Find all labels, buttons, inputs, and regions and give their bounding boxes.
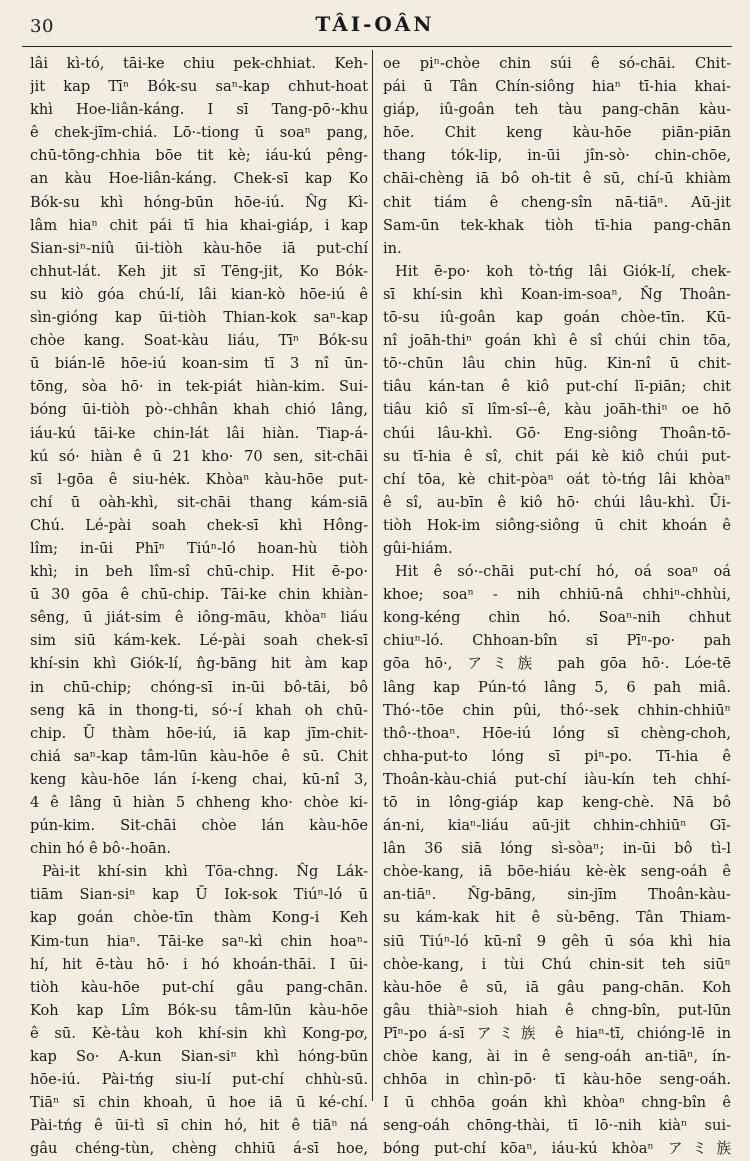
text-line: lân 36 siā lóng sì-sòaⁿ; in-ūi bô tì-l xyxy=(383,840,731,858)
text-line: an-tiāⁿ. N̂g-bāng, sin-jīm Thoân-kàu- xyxy=(383,886,731,904)
text-line: sìn-gióng kap ūi-tiòh Thian-kok saⁿ-kap xyxy=(30,309,368,327)
text-line: gâu thiàⁿ-sioh hiah ê chng-bîn, put-lūn xyxy=(383,1001,731,1019)
text-line: chiuⁿ-ló. Chhoan-bîn sī Pīⁿ-po· pah xyxy=(383,632,731,650)
text-line: Sian-siⁿ-niû ūi-tiòh kàu-hōe iā put-chí xyxy=(30,239,368,257)
text-line: nî joāh-thiⁿ goán khì ê sî chúi chin tōa, xyxy=(383,332,731,350)
text-line: Bók-su khì hóng-būn hōe-iú. N̂g Kì- xyxy=(30,193,368,211)
text-line: chū-tōng-chhia bōe tit kè; iáu-kú pêng- xyxy=(30,147,368,165)
page-header xyxy=(0,0,750,50)
text-line: in. xyxy=(383,239,402,257)
text-line: keng kàu-hōe lán í-keng chai, kū-nî 3, xyxy=(30,770,368,788)
text-line: Kim-tun hiaⁿ. Tāi-ke saⁿ-kì chin hoaⁿ- xyxy=(30,932,368,950)
text-line: khì Hoe-liân-káng. I sī Tang-pō·-khu xyxy=(30,101,368,119)
text-line: tō in lông-giáp kap keng-chè. Nā bô xyxy=(383,794,731,811)
text-line: tō-su iû-goân kap goán chòe-tīn. Kū- xyxy=(383,309,731,327)
text-line: tiām Sian-siⁿ kap Ū Iok-sok Tiúⁿ-ló ū xyxy=(30,886,368,904)
text-line: kap goán chòe-tīn thàm Kong-i Keh xyxy=(30,909,368,927)
text-line: chòe kang, ài in ê seng-oáh an-tiāⁿ, ín- xyxy=(383,1048,731,1066)
text-line: thang tók-lip, in-ūi jîn-sò· chin-chōe, xyxy=(383,147,731,165)
text-line: chòe-kang, iā bōe-hiáu kè-èk seng-oáh ê xyxy=(383,863,731,881)
text-line: ū bián-lē hōe-iú koan-sim tī 3 nî ūn- xyxy=(30,355,368,373)
page-number: 30 xyxy=(30,16,54,37)
text-line: bóng put-chí kōaⁿ, iáu-kú khòaⁿ アミ族 xyxy=(383,1140,731,1158)
text-line: Pài-it khí-sin khì Tōa-chng. N̂g Lák- xyxy=(42,863,368,881)
text-line: tōng, sòa hō· in tek-piát hiàn-kim. Sui- xyxy=(30,378,368,396)
left-column xyxy=(30,52,368,1161)
text-line: lâng kap Pún-tó lâng 5, 6 pah miâ. xyxy=(383,678,731,696)
text-line: su tī-hia ê sî, chit pái kè kiô chúi put- xyxy=(383,447,731,465)
text-line: lîm; in-ūi Phīⁿ Tiúⁿ-ló hoan-hù tiòh xyxy=(30,539,368,557)
text-line: in chū-chip; chóng-sī in-ūi bô-tāi, bô xyxy=(30,678,368,696)
text-line: khì; in beh lîm-sî chū-chip. Hit ē-po· xyxy=(30,563,368,581)
text-line: an kàu Hoe-liân-káng. Chek-sī kap Ko xyxy=(30,170,368,188)
text-line: siū Tiúⁿ-ló kū-nî 9 gêh ū sóa khì hia xyxy=(383,932,731,950)
text-line: Chú. Lé-pài soah chek-sī khì Hông- xyxy=(30,516,368,534)
column-divider xyxy=(372,50,373,1101)
text-line: ū 30 gōa ê chū-chip. Tāi-ke chin khiàn- xyxy=(30,586,368,604)
text-line: I ū chhōa goán khì khòaⁿ chng-bîn ê xyxy=(383,1094,731,1112)
text-line: sim siū kám-kek. Lé-pài soah chek-sī xyxy=(30,632,368,650)
text-line: chí tōa, kè chit-pòaⁿ oát tò-tńg lâi khòaⁿ xyxy=(383,470,731,488)
text-line: Sam-ūn tek-khak tiòh tī-hia pang-chān xyxy=(383,216,731,234)
running-title: TÂI-OÂN xyxy=(315,12,435,36)
text-line: Thoân-kàu-chiá put-chí iàu-kín teh chhí- xyxy=(383,770,731,788)
text-line: bóng ūi-tiòh pò·-chhân khah chió lâng, xyxy=(30,401,368,419)
text-line: lâm hiaⁿ chit pái tī hia khai-giáp, i kap xyxy=(30,216,368,234)
text-line: chin hó ê bô·-hoān. xyxy=(30,840,171,858)
text-line: pái ū Tân Chín-siông hiaⁿ tī-hia khai- xyxy=(383,78,731,96)
text-line: sêng, ū jiát-sim ê iông-māu, khòaⁿ liáu xyxy=(30,609,368,627)
text-line: ê chek-jīm-chiá. Lō·-tiong ū soaⁿ pang, xyxy=(30,124,368,142)
text-line: kong-kéng chin hó. Soaⁿ-nih chhut xyxy=(383,609,731,627)
text-line: sī khí-sin khì Koan-im-soaⁿ, N̂g Thoân- xyxy=(383,285,731,303)
text-line: oe piⁿ-chòe chin súi ê só-chāi. Chit- xyxy=(383,55,731,72)
text-line: ê sî, au-bīn ê kiô hō· chúi lâu-khì. Ūi- xyxy=(383,493,731,511)
text-line: gâu chéng-tùn, chèng chhiū á-sī hoe, xyxy=(30,1140,368,1158)
text-line: thô·-thoaⁿ. Hōe-iú lóng sī chèng-choh, xyxy=(383,724,731,742)
text-line: chip. Ū thàm hōe-iú, iā kap jīm-chit- xyxy=(30,724,368,742)
text-line: khoe; soaⁿ - nih chhiū-nâ chhiⁿ-chhùi, xyxy=(383,586,731,604)
text-line: seng-oáh chōng-thài, tī lō·-nih kiàⁿ sui- xyxy=(383,1117,731,1135)
text-line: Tiāⁿ sī chin khoah, ū hoe iā ū ké-chí. xyxy=(30,1094,368,1112)
text-line: Hit ê só·-chāi put-chí hó, oá soaⁿ oá xyxy=(395,563,731,581)
text-line: chiá saⁿ-kap tâm-lūn kàu-hōe ê sū. Chit xyxy=(30,747,368,765)
text-line: chhut-lát. Keh jit sī Tēng-jit, Ko Bók- xyxy=(30,262,368,280)
text-line: Hit ē-po· koh tò-tńg lâi Giók-lí, chek- xyxy=(395,262,731,280)
text-line: giáp, iû-goân teh tàu pang-chān kàu- xyxy=(383,101,731,119)
text-line: kú só· hiàn ê ū 21 kho· 70 sen, sit-chāi xyxy=(30,447,368,465)
text-line: chit tiám ê cheng-sîn nā-tiāⁿ. Aū-jit xyxy=(383,193,731,211)
text-line: hōe. Chit keng kàu-hōe piān-piān xyxy=(383,124,731,142)
text-line: iáu-kú tāi-ke chin-lát lâi hiàn. Tiap-á- xyxy=(30,424,368,442)
text-line: Pīⁿ-po á-sī アミ族 ê hiaⁿ-tī, chióng-lē in xyxy=(383,1024,731,1042)
text-line: ê sū. Kè-tàu koh khí-sin khì Kong-pơ, xyxy=(30,1024,368,1042)
text-line: khí-sin khì Giók-lí, n̂g-bāng hit àm kap xyxy=(30,655,368,673)
text-line: sī l-gōa ê siu-hėk. Khòaⁿ kàu-hōe put- xyxy=(30,470,368,488)
text-line: chòe-kang, i tùi Chú chin-sit teh siūⁿ xyxy=(383,955,731,973)
text-line: tiâu kiô sī lîm-sî--ê, kàu joāh-thiⁿ oe hō xyxy=(383,401,731,419)
text-line: hí, hit ē-tàu hō· i hó khoán-thāi. I ūi- xyxy=(30,955,368,973)
text-line: su kám-kak hit ê sù-bēng. Tân Thiam- xyxy=(383,909,731,927)
text-line: tiâu kán-tan ê kiô put-chí lī-piān; chit xyxy=(383,378,731,396)
text-line: tiòh Hok-im siông-siông ū chit khoán ê xyxy=(383,516,731,534)
text-line: seng kā in thong-ti, só·-í khah oh chū- xyxy=(30,701,368,719)
text-line: Koh kap Lîm Bók-su tâm-lūn kàu-hōe xyxy=(30,1001,368,1019)
text-line: chí ū oàh-khì, sit-chāi thang kám-siā xyxy=(30,493,368,511)
text-line: kap So· A-kun Sian-siⁿ khì hóng-būn xyxy=(30,1048,368,1066)
text-line: gûi-hiám. xyxy=(383,539,453,557)
text-line: hōe-iú. Pài-tńg siu-lí put-chí chhù-sū. xyxy=(30,1071,368,1089)
header-rule xyxy=(22,46,732,47)
text-line: lâi kì-tó, tāi-ke chiu pek-chhiat. Keh- xyxy=(30,55,368,72)
text-line: gōa hō·, アミ族 pah gōa hō·. Lóe-tē xyxy=(383,655,731,673)
text-line: chhōa in chìn-pō· tī kàu-hōe seng-oáh. xyxy=(383,1071,731,1089)
text-line: Thó·-tōe chin pûi, thó·-sek chhin-chhiūⁿ xyxy=(383,701,731,719)
text-line: su kiò góa chú-lí, lâi kian-kò hōe-iú ê xyxy=(30,285,368,303)
text-line: án-ni, kiaⁿ-liáu aū-jit chhin-chhiūⁿ Gī- xyxy=(383,817,731,835)
text-line: kàu-hōe ê sū, iā gâu pang-chān. Koh xyxy=(383,978,731,996)
right-column xyxy=(383,52,731,1161)
text-line: Pài-tńg ê ūi-tì sī chin hó, hit ê tiāⁿ ná xyxy=(30,1117,368,1135)
text-line: chāi-chèng iā bô oh-tit ê sū, chí-ū khiàm xyxy=(383,170,731,188)
text-line: chòe kang. Soat-kàu liáu, Tīⁿ Bók-su xyxy=(30,332,368,350)
text-line: pún-kim. Sit-chāi chòe lán kàu-hōe xyxy=(30,817,368,835)
text-line: chha-put-to lóng sī piⁿ-po. Tī-hia ê xyxy=(383,747,731,765)
text-line: tiòh kàu-hōe put-chí gâu pang-chān. xyxy=(30,978,368,996)
text-line: chúi lâu-khì. Gō· Eng-siông Thoân-tō- xyxy=(383,424,731,442)
text-line: tō·-chūn lâu chin hūg. Kin-nî ū chit- xyxy=(383,355,731,373)
text-line: 4 ê lâng ū hiàn 5 chheng kho· chòe ki- xyxy=(30,794,368,811)
text-line: jit kap Tīⁿ Bók-su saⁿ-kap chhut-hoat xyxy=(30,78,368,96)
